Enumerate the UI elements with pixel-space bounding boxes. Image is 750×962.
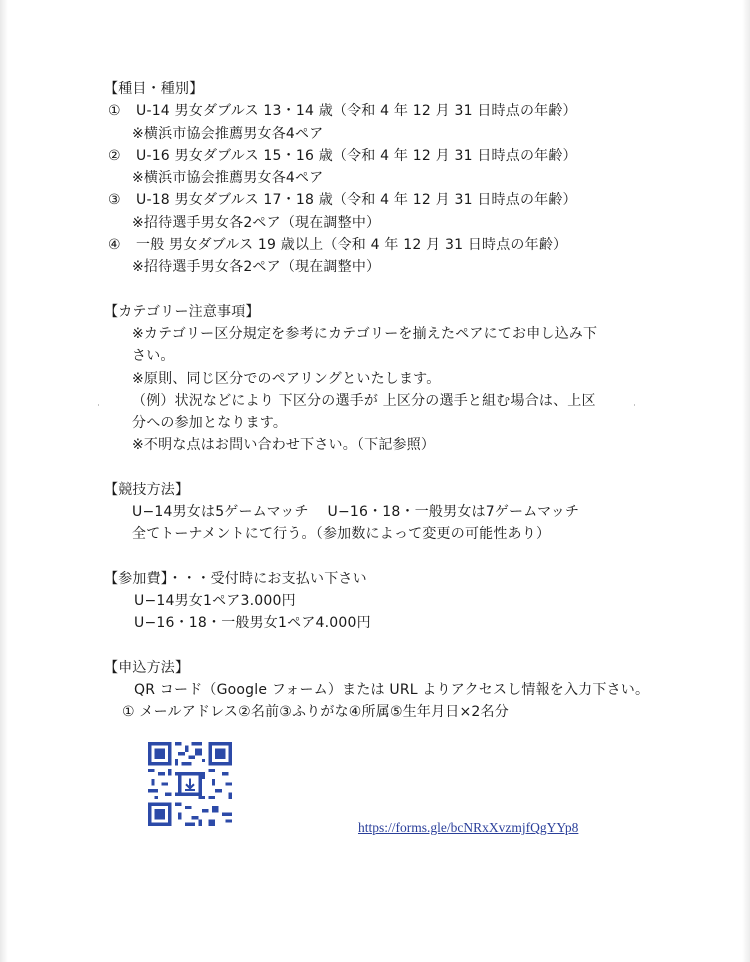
section-heading-events: 【種目・種別】 [104,81,204,97]
item-number: ② [108,147,121,164]
list-item [104,234,664,256]
item-text: U-18 男女ダブルス 17・18 歳（令和 4 年 12 月 31 日時点の年齢） [136,192,577,209]
note-line: （例）状況などにより 下区分の選手が 上区分の選手と組む場合は、上区 [132,392,596,409]
item-note: ※招待選手男女各2ペア（現在調整中） [132,259,381,276]
item-number: ① [108,103,121,120]
section-heading-entry-fee: 【参加費】・・・受付時にお支払い下さい [104,570,367,587]
note-line: ※カテゴリー区分規定を参考にカテゴリーを揃えたペアにてお申し込み下 [132,325,598,342]
application-line: QR コード（Google フォーム）または URL よりアクセスし情報を入力下さい。 [134,681,650,698]
events-list [104,100,664,278]
item-text: U-14 男女ダブルス 13・14 歳（令和 4 年 12 月 31 日時点の年齢） [136,103,577,120]
note-line: ※不明な点はお問い合わせ下さい。（下記参照） [132,437,436,454]
list-item [104,145,664,167]
item-text: U-16 男女ダブルス 15・16 歳（令和 4 年 12 月 31 日時点の年齢） [136,147,577,164]
item-text: 一般 男女ダブルス 19 歳以上（令和 4 年 12 月 31 日時点の年齢） [136,237,568,254]
list-item [104,100,664,122]
method-line: 全てトーナメントにて行う。（参加数によって変更の可能性あり） [132,526,551,543]
item-note: ※横浜市協会推薦男女各4ペア [132,125,324,142]
list-item [104,189,664,211]
note-line: さい。 [132,348,175,365]
fee-line: U−14男女1ペア3.000円 [134,592,296,609]
section-heading-application-method: 【申込方法】 [104,659,190,676]
item-note: ※横浜市協会推薦男女各4ペア [132,170,324,187]
application-line: ① メールアドレス②名前③ふりがな④所属⑤生年月日×2名分 [122,704,509,721]
section-heading-category-notes: 【カテゴリー注意事項】 [104,303,260,320]
item-number: ③ [108,192,121,209]
scan-mark: ˙ [632,404,637,415]
section-heading-competition-method: 【競技方法】 [104,481,190,498]
item-note: ※招待選手男女各2ペア（現在調整中） [132,214,381,231]
note-line: ※原則、同じ区分でのペアリングといたします。 [132,370,441,387]
form-url-link[interactable]: https://forms.gle/bcNRxXvzmjfQgYYp8 [358,820,579,835]
scan-mark: ˙ [96,404,101,415]
document-body [104,78,664,723]
note-line: 分への参加となります。 [132,415,288,432]
method-line: U−14男女は5ゲームマッチ U−16・18・一般男女は7ゲームマッチ [132,504,580,521]
item-number: ④ [108,237,121,254]
qr-code[interactable] [148,742,232,826]
fee-line: U−16・18・一般男女1ペア4.000円 [134,615,371,632]
